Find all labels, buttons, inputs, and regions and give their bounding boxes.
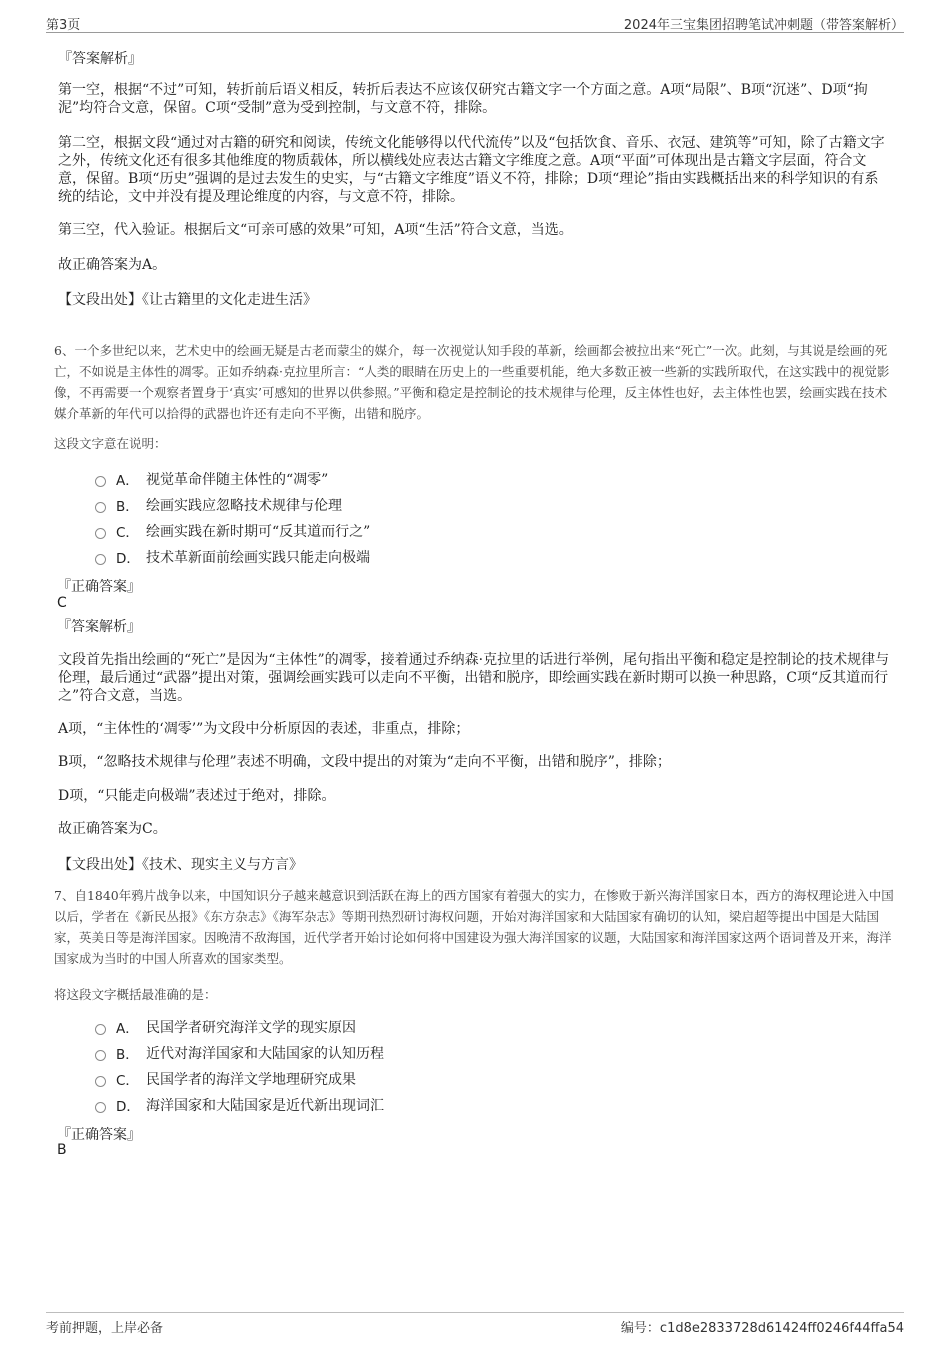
document-id: 编号：c1d8e2833728d61424ff0246f44ffa54 [620, 1321, 904, 1336]
analysis-paragraph: A项，“主体性的‘凋零’”为文段中分析原因的表述，非重点，排除； [58, 721, 470, 737]
analysis-paragraph: 文段首先指出绘画的“死亡”是因为“主体性”的凋零，接着通过乔纳森·克拉里的话进行举例，尾句指出平衡和稳定是控制论的技术规律与伦理，最后通过“武器”提出对策，强调绘画实践可以走向不平衡，出错和脱序，即绘画实践在新时期可以换一种思路，C项“反其道而行之”符合文意，当选。 [58, 652, 890, 704]
conclusion: 故正确答案为C。 [58, 821, 167, 837]
radio-button[interactable] [95, 528, 106, 539]
correct-answer-label: 『正确答案』 [57, 579, 141, 595]
option-b[interactable]: B． 绘画实践应忽略技术规律与伦理 [95, 495, 342, 515]
option-c[interactable]: C． 绘画实践在新时期可“反其道而行之” [95, 521, 370, 541]
question-stem: 将这段文字概括最准确的是： [54, 987, 217, 1002]
correct-answer-label: 『正确答案』 [57, 1127, 141, 1143]
passage-source: 【文段出处】《技术、现实主义与方言》 [58, 857, 303, 873]
option-b[interactable]: B． 近代对海洋国家和大陆国家的认知历程 [95, 1043, 384, 1063]
analysis-paragraph: 第一空，根据“不过”可知，转折前后语义相反，转折后表达不应该仅研究古籍文字一个方面之意。A项“局限”、B项“沉迷”、D项“拘泥”均符合文意，保留。C项“受制”意为受到控制，与文意不符，排除。 [58, 82, 868, 116]
radio-button[interactable] [95, 1076, 106, 1087]
page-footer [46, 1312, 904, 1335]
radio-button[interactable] [95, 1102, 106, 1113]
radio-button[interactable] [95, 554, 106, 565]
radio-button[interactable] [95, 502, 106, 513]
option-a[interactable]: A． 民国学者研究海洋文学的现实原因 [95, 1017, 356, 1037]
radio-button[interactable] [95, 1024, 106, 1035]
footer-slogan: 考前押题，上岸必备 [46, 1321, 164, 1336]
option-a[interactable]: A． 视觉革命伴随主体性的“凋零” [95, 469, 328, 489]
radio-button[interactable] [95, 476, 106, 487]
page-number: 第3页 [46, 18, 81, 33]
radio-button[interactable] [95, 1050, 106, 1061]
question-passage: 7、自1840年鸦片战争以来，中国知识分子越来越意识到活跃在海上的西方国家有着强大的实力，在惨败于新兴海洋国家日本，西方的海权理论进入中国以后，学者在《新民丛报》《东方杂志》《海军杂志》等期刊热烈研讨海权问题，开始对海洋国家和大陆国家有确切的认知，梁启超等提出中国是大陆国家，英美日等是海洋国家。因晚清不敌海国，近代学者开始讨论如何将中国建设为强大海洋国家的议题，大陆国家和海洋国家这两个语词普及开来，海洋国家成为当时的中国人所喜欢的国家类型。 [54, 888, 894, 966]
question-passage: 6、一个多世纪以来，艺术史中的绘画无疑是古老而蒙尘的媒介，每一次视觉认知手段的革新，绘画都会被拉出来“死亡”一次。此刻，与其说是绘画的死亡，不如说是主体性的凋零。正如乔纳森·克拉里所言：“人类的眼睛在历史上的一些重要机能，绝大多数正被一些新的实践所取代，在这实践中的视觉影像，不再需要一个观察者置身于‘真实’可感知的世界以供参照。”平衡和稳定是控制论的技术规律与伦理，反主体性也好，去主体性也罢，绘画实践在技术媒介革新的年代可以拾得的武器也许还有走向不平衡，出错和脱序。 [54, 343, 890, 421]
document-title: 2024年三宝集团招聘笔试冲刺题（带答案解析） [623, 18, 904, 33]
option-c[interactable]: C． 民国学者的海洋文学地理研究成果 [95, 1069, 356, 1089]
analysis-paragraph: 第二空，根据文段“通过对古籍的研究和阅读，传统文化能够得以代代流传”以及“包括饮食、音乐、衣冠、建筑等”可知，除了古籍文字之外，传统文化还有很多其他维度的物质载体，所以横线处应表达古籍文字维度之意。A项“平面”可体现出是古籍文字层面，符合文意，保留。B项“历史”强调的是过去发生的史实，与“古籍文字维度”语义不符，排除；D项“理论”指由实践概括出来的科学知识的有系统的结论，文中并没有提及理论维度的内容，与文意不符，排除。 [58, 135, 885, 205]
analysis-label: 『答案解析』 [57, 619, 141, 635]
correct-answer: C [57, 595, 67, 611]
analysis-paragraph: 第三空，代入验证。根据后文“可亲可感的效果”可知，A项“生活”符合文意，当选。 [58, 222, 573, 238]
passage-source: 【文段出处】《让古籍里的文化走进生活》 [58, 292, 317, 308]
option-d[interactable]: D． 海洋国家和大陆国家是近代新出现词汇 [95, 1095, 384, 1115]
page-header [46, 14, 904, 33]
analysis-paragraph: D项，“只能走向极端”表述过于绝对，排除。 [58, 788, 336, 804]
analysis-paragraph: B项，“忽略技术规律与伦理”表述不明确，文段中提出的对策为“走向不平衡，出错和脱序”，排除； [58, 754, 671, 770]
conclusion: 故正确答案为A。 [58, 257, 167, 273]
correct-answer: B [57, 1142, 67, 1158]
analysis-label: 『答案解析』 [58, 51, 142, 67]
option-d[interactable]: D． 技术革新面前绘画实践只能走向极端 [95, 547, 370, 567]
question-stem: 这段文字意在说明： [54, 436, 167, 451]
